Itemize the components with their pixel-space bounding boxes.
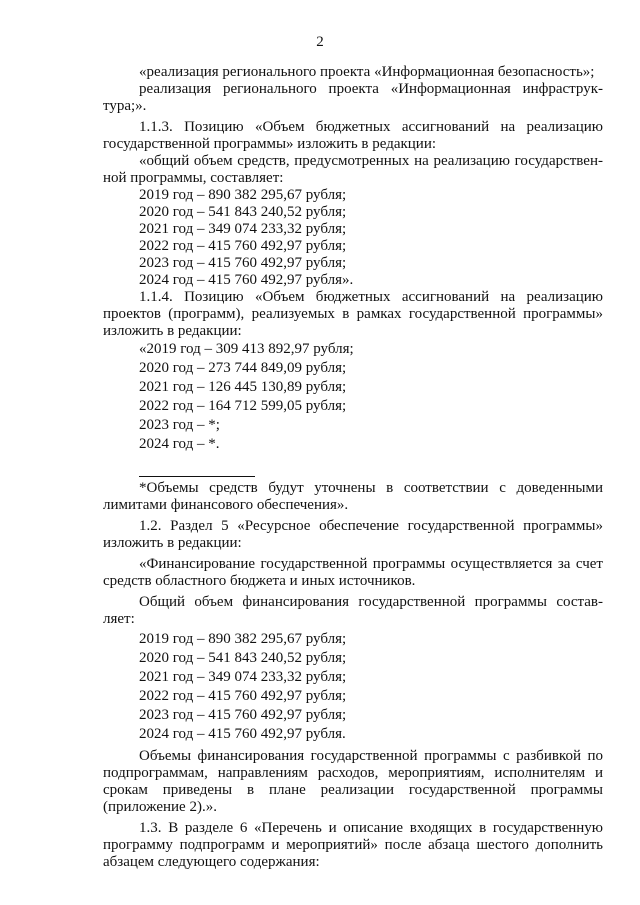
item-12-years [103,630,603,744]
item-114-footnote: *Объемы средств будут уточнены в соответствии с доведенными лимитами финансового обеспечения». [103,480,603,513]
document-body [103,64,603,871]
intro-line-2: реализация регионального проекта «Информационная инфраструк-тура;». [103,81,603,114]
item-13-text: 1.3. В разделе 6 «Перечень и описание входящих в государственную программу подпрограмм и мероприятий» после абзаца шестого дополнить абзацем следующего содержания: [103,820,603,870]
item-12-lead: «Финансирование государственной программы осуществляется за счет средств областного бюджета и иных источников. [103,556,603,589]
item-113-lead: «общий объем средств, предусмотренных на реализацию государствен-ной программы, составляет: [103,153,603,186]
year-line: 2024 год – *. [139,436,220,452]
item-114-years [103,340,603,454]
year-line: 2022 год – 415 760 492,97 рубля; [139,238,347,254]
intro-line-1: «реализация регионального проекта «Информационная безопасность»; [139,64,595,80]
year-line: 2024 год – 415 760 492,97 рубля. [139,726,346,742]
year-line: 2021 год – 349 074 233,32 рубля; [139,669,347,685]
item-113-years [103,187,603,289]
page-number: 2 [316,34,324,50]
year-line: 2020 год – 541 843 240,52 рубля; [139,650,347,666]
year-line: 2020 год – 273 744 849,09 рубля; [139,360,347,376]
year-line: 2023 год – *; [139,417,220,433]
item-113-heading: 1.1.3. Позицию «Объем бюджетных ассигнований на реализацию государственной программы» изложить в редакции: [103,119,603,152]
year-line: 2023 год – 415 760 492,97 рубля; [139,255,347,271]
year-line: 2023 год – 415 760 492,97 рубля; [139,707,347,723]
year-line: 2022 год – 164 712 599,05 рубля; [139,398,347,414]
item-12-total-lead: Общий объем финансирования государственной программы состав-ляет: [103,594,603,627]
item-12-heading: 1.2. Раздел 5 «Ресурсное обеспечение государственной программы» изложить в редакции: [103,518,603,551]
year-line: 2021 год – 349 074 233,32 рубля; [139,221,347,237]
year-line: 2022 год – 415 760 492,97 рубля; [139,688,347,704]
year-line: 2024 год – 415 760 492,97 рубля». [139,272,354,288]
year-line: 2020 год – 541 843 240,52 рубля; [139,204,347,220]
year-line: 2021 год – 126 445 130,89 рубля; [139,379,347,395]
year-line: 2019 год – 890 382 295,67 рубля; [139,631,347,647]
item-114-heading: 1.1.4. Позицию «Объем бюджетных ассигнований на реализацию проектов (программ), реализуемых в рамках государственной программы» изложить в редакции: [103,289,603,339]
year-line: 2019 год – 890 382 295,67 рубля; [139,187,347,203]
item-12-closing: Объемы финансирования государственной программы с разбивкой по подпрограммам, направлениям расходов, мероприятиям, исполнителям и срокам приведены в плане реализации государственной программы (приложение 2).». [103,748,603,815]
year-line: «2019 год – 309 413 892,97 рубля; [139,341,354,357]
footnote-divider [139,476,255,477]
